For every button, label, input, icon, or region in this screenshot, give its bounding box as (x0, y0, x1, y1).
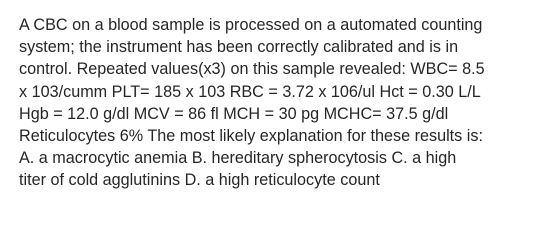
question-line: A CBC on a blood sample is processed on a automated counting (19, 16, 483, 34)
question-text (19, 14, 544, 192)
answer-options-line: A. a macrocytic anemia B. hereditary spherocytosis C. a high (19, 149, 457, 168)
answer-options-line: titer of cold agglutinins D. a high reticulocyte count (19, 171, 380, 190)
question-line: Reticulocytes 6% The most likely explanation for these results is: (19, 127, 483, 146)
question-line: control. Repeated values(x3) on this sample revealed: WBC= 8.5 (19, 60, 485, 79)
question-line: Hgb = 12.0 g/dl MCV = 86 fl MCH = 30 pg MCHC= 37.5 g/dl (19, 104, 449, 123)
question-line: x 103/cumm PLT= 185 x 103 RBC = 3.72 x 106/ul Hct = 0.30 L/L (19, 82, 481, 101)
question-line: system; the instrument has been correctly calibrated and is in (19, 38, 459, 57)
